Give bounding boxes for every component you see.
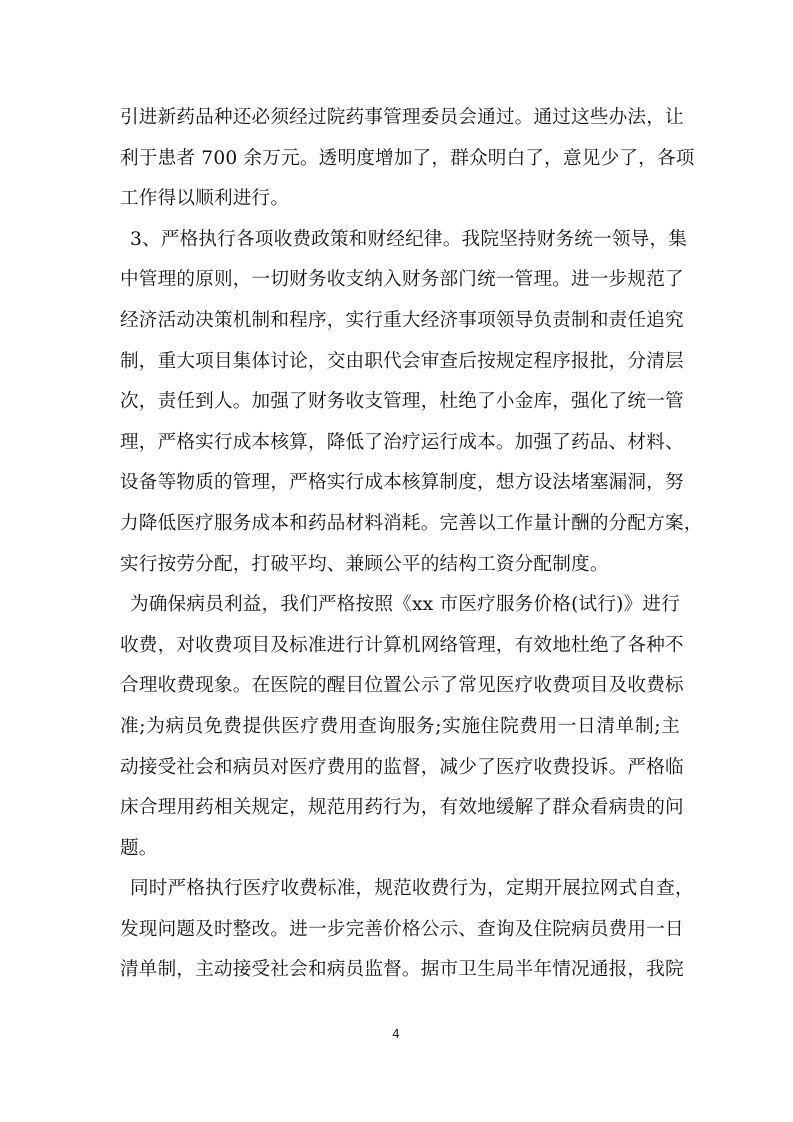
text-line: 床合理用药相关规定，规范用药行为，有效地缓解了群众看病贵的问 [120,797,684,819]
text-line: 3、严格执行各项收费政策和财经纪律。我院坚持财务统一领导，集 [130,228,688,250]
text-line: 合理收费现象。在医院的醒目位置公示了常见医疗收费项目及收费标 [120,675,684,697]
text-line: 收费，对收费项目及标准进行计算机网络管理，有效地杜绝了各种不 [120,634,684,656]
body-text [120,98,703,991]
text-line: 中管理的原则，一切财务收支纳入财务部门统一管理。进一步规范了 [120,269,684,291]
text-line: 动接受社会和病员对医疗费用的监督，减少了医疗收费投诉。严格临 [120,756,684,778]
text-line: 力降低医疗服务成本和药品材料消耗。完善以工作量计酬的分配方案， [120,512,703,534]
text-line: 实行按劳分配，打破平均、兼顾公平的结构工资分配制度。 [120,553,609,575]
text-line: 经济活动决策机制和程序，实行重大经济事项领导负责制和责任追究 [120,309,684,331]
text-line: 为确保病员利益，我们严格按照《xx 市医疗服务价格(试行)》进行 [130,594,680,616]
text-line: 准;为病员免费提供医疗费用查询服务;实施住院费用一日清单制;主 [120,715,680,737]
text-line: 利于患者 700 余万元。透明度增加了，群众明白了，意见少了，各项 [120,147,695,169]
text-line: 清单制，主动接受社会和病员监督。据市卫生局半年情况通报，我院 [120,959,684,981]
text-line: 发现问题及时整改。进一步完善价格公示、查询及住院病员费用一日 [120,918,684,940]
text-line: 引进新药品种还必须经过院药事管理委员会通过。通过这些办法，让 [120,107,684,128]
text-line: 理，严格实行成本核算，降低了治疗运行成本。加强了药品、材料、 [120,431,684,453]
text-line: 同时严格执行医疗收费标准，规范收费行为，定期开展拉网式自查， [130,878,694,900]
text-line: 工作得以顺利进行。 [120,188,290,210]
text-line: 设备等物质的管理，严格实行成本核算制度，想方设法堵塞漏洞，努 [120,472,684,494]
text-line: 题。 [120,837,158,859]
text-line: 次，责任到人。加强了财务收支管理，杜绝了小金库，强化了统一管 [120,391,684,413]
page-number: 4 [392,1027,400,1041]
text-line: 制，重大项目集体讨论，交由职代会审查后按规定程序报批，分清层 [120,350,684,372]
